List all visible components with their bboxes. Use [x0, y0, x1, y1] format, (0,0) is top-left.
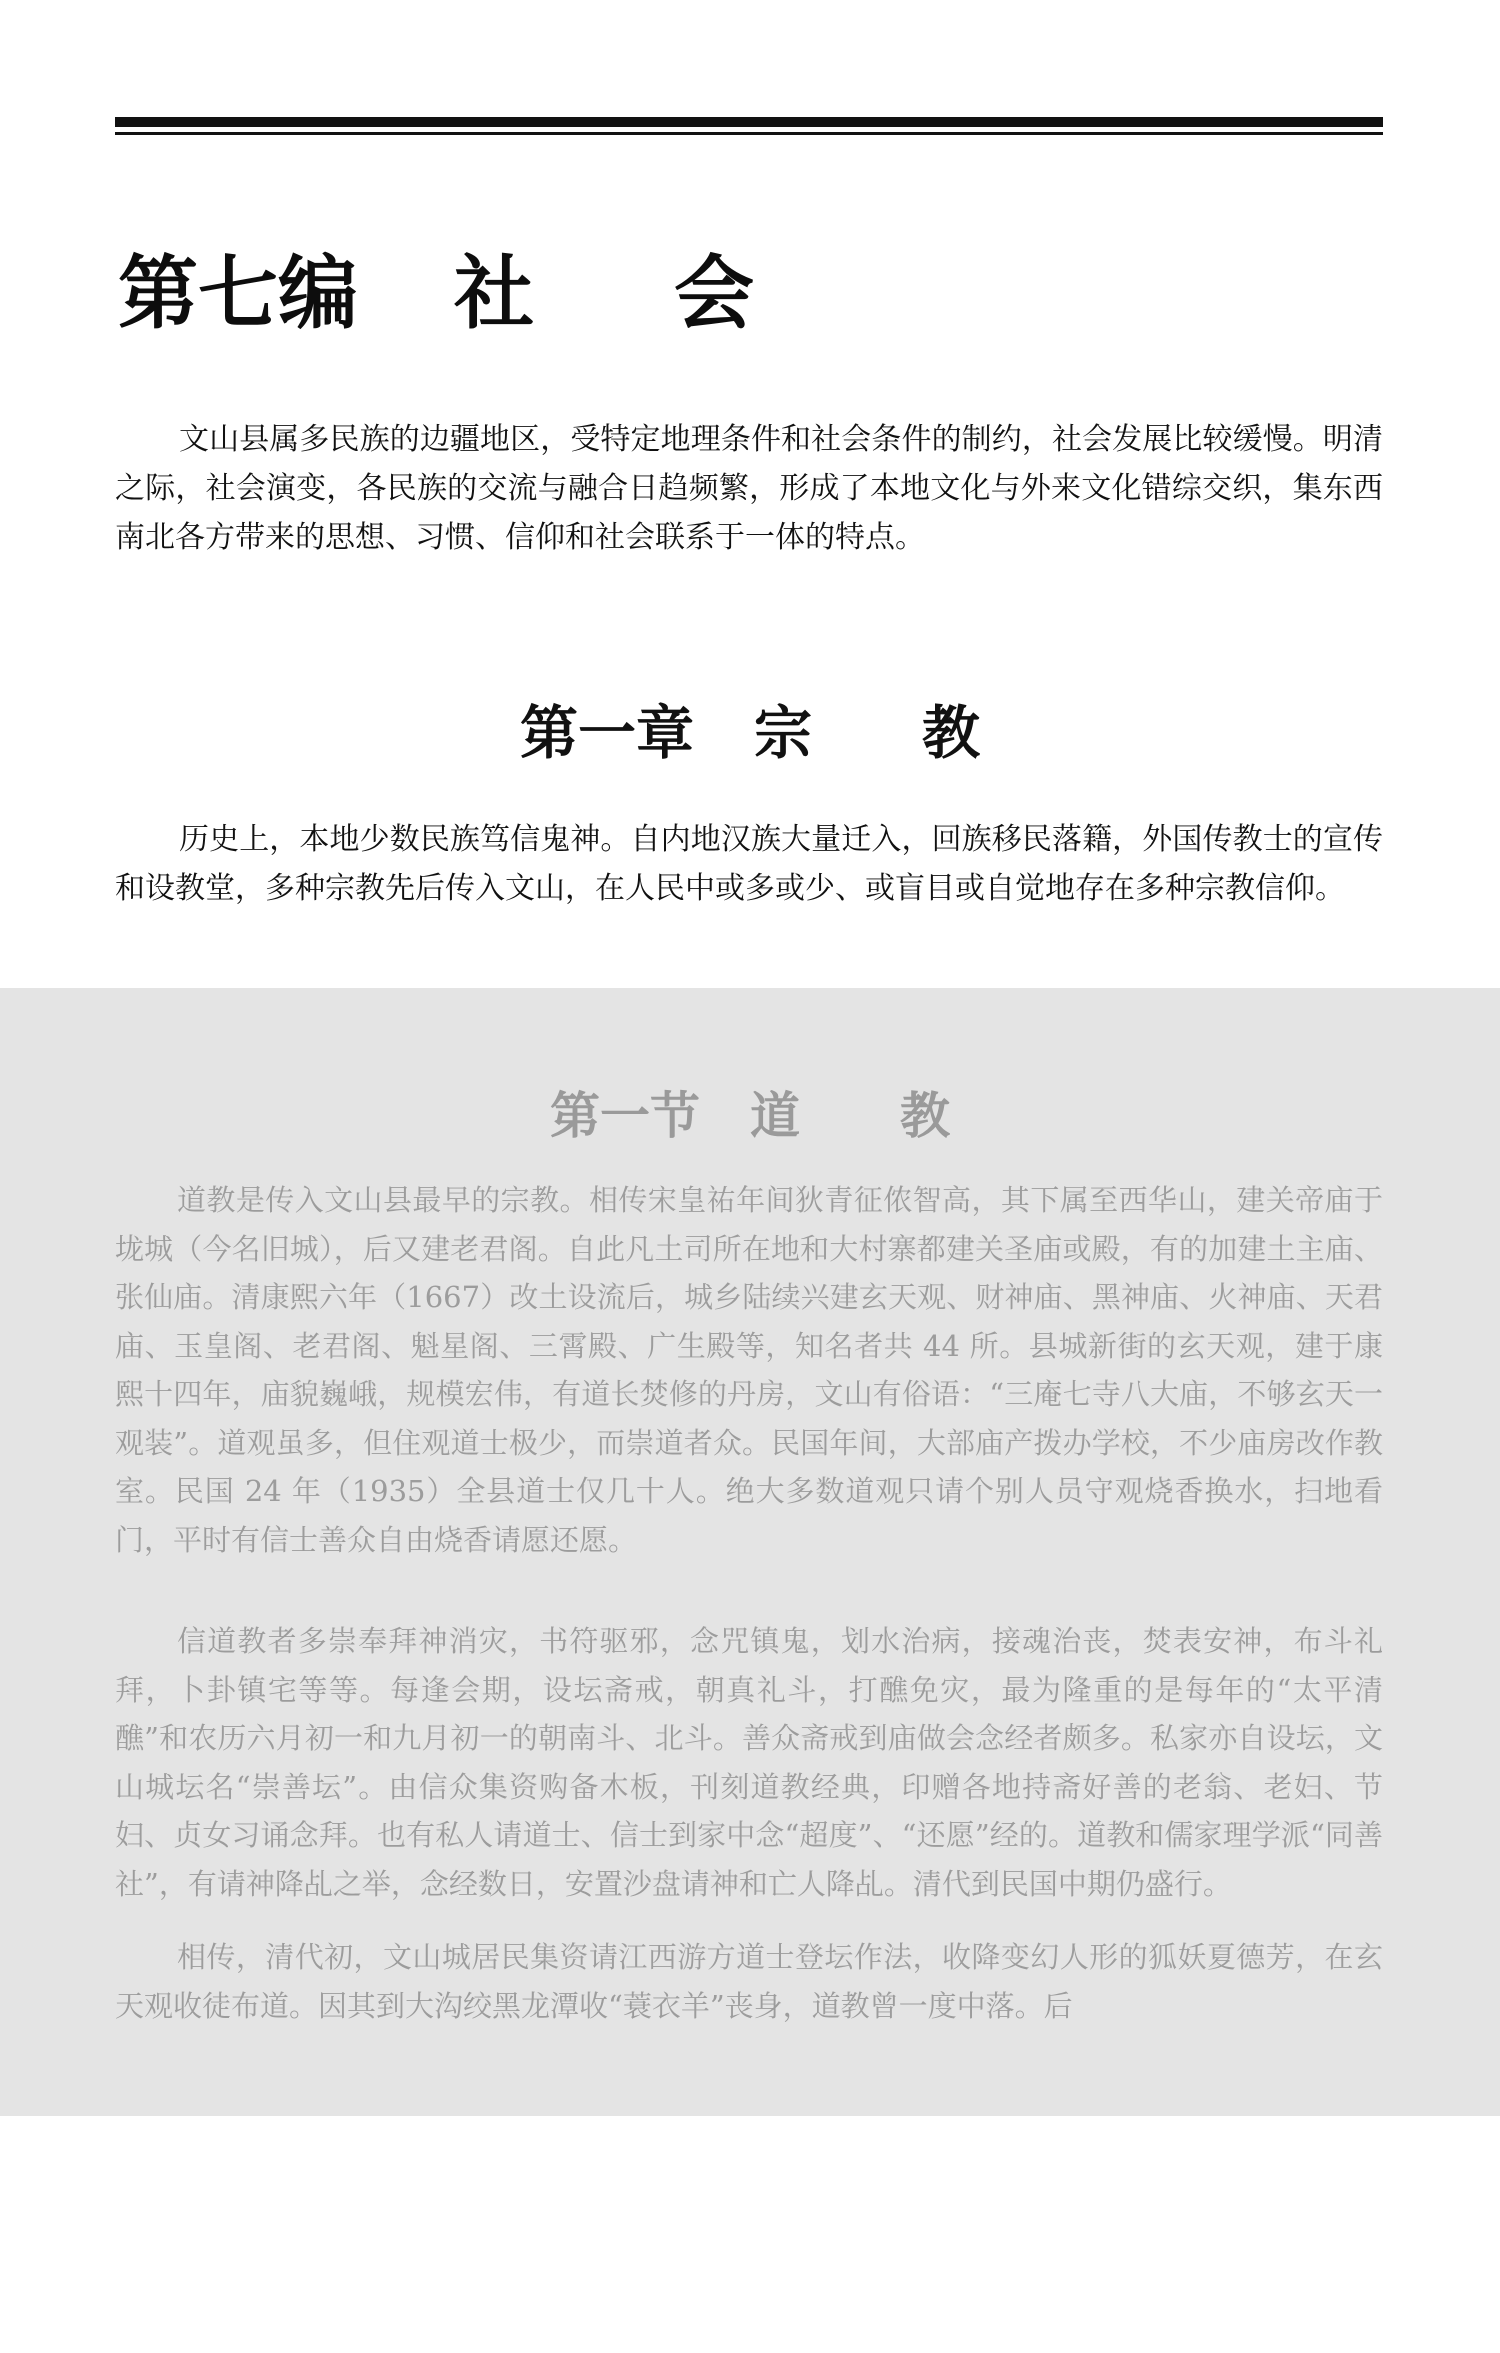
section-paragraph-3: 相传，清代初，文山城居民集资请江西游方道士登坛作法，收降变幻人形的狐妖夏德芳，在玄天观收徒布道。因其到大沟绞黑龙潭收“蓑衣羊”丧身，道教曾一度中落。后: [115, 1940, 1383, 2023]
part-title-char-1: 社: [454, 246, 534, 340]
chapter-title-char-2: 教: [922, 699, 981, 768]
part-intro-paragraph: 文山县属多民族的边疆地区，受特定地理条件和社会条件的制约，社会发展比较缓慢。明清之际，社会演变，各民族的交流与融合日趋频繁，形成了本地文化与外来文化错综交织，集东西南北各方带来的思想、习惯、信仰和社会联系于一体的特点。: [115, 422, 1383, 555]
section-paragraph-2: 信道教者多崇奉拜神消灾，书符驱邪，念咒镇鬼，划水治病，接魂治丧，焚表安神，布斗礼拜，卜卦镇宅等等。每逢会期，设坛斋戒，朝真礼斗，打醮免灾，最为隆重的是每年的“太平清醮”和农历六月初一和九月初一的朝南斗、北斗。善众斋戒到庙做会念经者颇多。私家亦自设坛，文山城坛名“崇善坛”。由信众集资购备木板，刊刻道教经典，印赠各地持斋好善的老翁、老妇、节妇、贞女习诵念拜。也有私人请道士、信士到家中念“超度”、“还愿”经的。道教和儒家理学派“同善社”，有请神降乩之举，念经数日，安置沙盘请神和亡人降乩。清代到民国中期仍盛行。: [115, 1624, 1383, 1901]
section-number: 第一节: [550, 1086, 700, 1145]
part-title: [118, 246, 754, 340]
header-rule-thin: [115, 132, 1383, 135]
header-rule-thick: [115, 117, 1383, 127]
chapter-number: 第一章: [519, 699, 694, 768]
section-paragraph-1: 道教是传入文山县最早的宗教。相传宋皇祐年间狄青征侬智高，其下属至西华山，建关帝庙于垅城（今名旧城），后又建老君阁。自此凡土司所在地和大村寨都建关圣庙或殿，有的加建土主庙、张仙庙。清康熙六年（1667）改土设流后，城乡陆续兴建玄天观、财神庙、黑神庙、火神庙、天君庙、玉皇阁、老君阁、魁星阁、三霄殿、广生殿等，知名者共 44 所。县城新街的玄天观，建于康熙十四年，庙貌巍峨，规模宏伟，有道长焚修的丹房，文山有俗语：“三庵七寺八大庙，不够玄天一观装”。道观虽多，但住观道士极少，而崇道者众。民国年间，大部庙产拨办学校，不少庙房改作教室。民国 24 年（1935）全县道士仅几十人。绝大多数道观只请个别人员守观烧香换水，扫地看门，平时有信士善众自由烧香请愿还愿。: [115, 1183, 1383, 1557]
section-title-char-1: 道: [750, 1086, 800, 1145]
section-title: [0, 1084, 1500, 1148]
chapter-title: [0, 698, 1500, 768]
section-title-char-2: 教: [900, 1086, 950, 1145]
part-number: 第七编: [118, 246, 358, 340]
part-title-char-2: 会: [674, 246, 754, 340]
chapter-intro-paragraph: 历史上，本地少数民族笃信鬼神。自内地汉族大量迁入，回族移民落籍，外国传教士的宣传和设教堂，多种宗教先后传入文山，在人民中或多或少、或盲目或自觉地存在多种宗教信仰。: [115, 822, 1383, 906]
chapter-title-char-1: 宗: [753, 699, 812, 768]
